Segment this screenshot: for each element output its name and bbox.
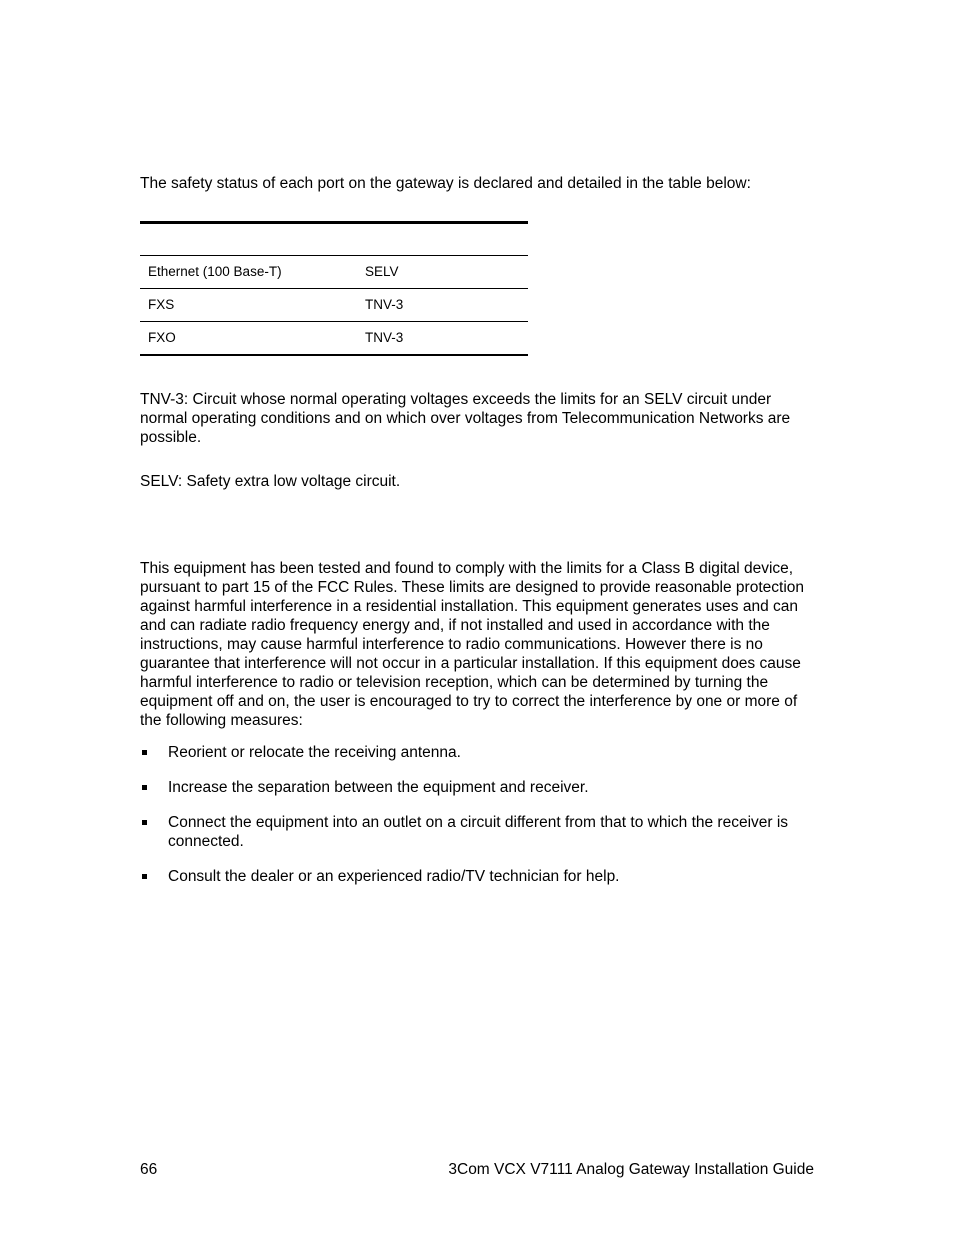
list-item: [140, 813, 820, 851]
measure-text: Reorient or relocate the receiving antenna.: [168, 744, 461, 761]
table-header-row: [140, 224, 528, 256]
table-row: [140, 289, 528, 322]
table-row: [140, 322, 528, 356]
square-bullet-icon: [142, 874, 147, 879]
list-item: [140, 778, 820, 797]
list-item: [140, 743, 820, 762]
square-bullet-icon: [142, 750, 147, 755]
page-number: 66: [140, 1161, 158, 1178]
measure-text: Consult the dealer or an experienced radio/TV technician for help.: [168, 868, 620, 885]
selv-definition: SELV: Safety extra low voltage circuit.: [140, 473, 401, 490]
status-cell: SELV: [365, 264, 399, 279]
table-row: [140, 256, 528, 289]
port-cell: FXO: [148, 330, 176, 345]
status-cell: TNV-3: [365, 330, 404, 345]
footer-guide-title: 3Com VCX V7111 Analog Gateway Installation Guide: [448, 1161, 814, 1178]
status-cell: TNV-3: [365, 297, 404, 312]
square-bullet-icon: [142, 820, 147, 825]
list-item: [140, 867, 820, 886]
port-cell: Ethernet (100 Base-T): [148, 264, 282, 279]
intro-paragraph: The safety status of each port on the gateway is declared and detailed in the table below:: [140, 175, 751, 192]
port-cell: FXS: [148, 297, 175, 312]
measure-text: Connect the equipment into an outlet on a circuit different from that to which the receiver is connected.: [168, 814, 789, 850]
tnv-definition: TNV-3: Circuit whose normal operating voltages exceeds the limits for an SELV circuit under normal operating conditions and on which over voltages from Telecommunication Networks are possible.: [140, 391, 791, 446]
measures-list: [140, 743, 820, 902]
measure-text: Increase the separation between the equipment and receiver.: [168, 779, 589, 796]
fcc-compliance-paragraph: This equipment has been tested and found to comply with the limits for a Class B digital device, pursuant to part 15 of the FCC Rules. These limits are designed to provide reasonable protection against harmful interference in a residential installation. This equipment generates uses and can and can radiate radio frequency energy and, if not installed and used in accordance with the instructions, may cause harmful interference to radio communications. However there is no guarantee that interference will not occur in a particular installation. If this equipment does cause harmful interference to radio or television reception, which can be determined by turning the equipment off and on, the user is encouraged to try to correct the interference by one or more of the following measures:: [140, 560, 805, 729]
square-bullet-icon: [142, 785, 147, 790]
port-safety-table: [140, 221, 528, 356]
